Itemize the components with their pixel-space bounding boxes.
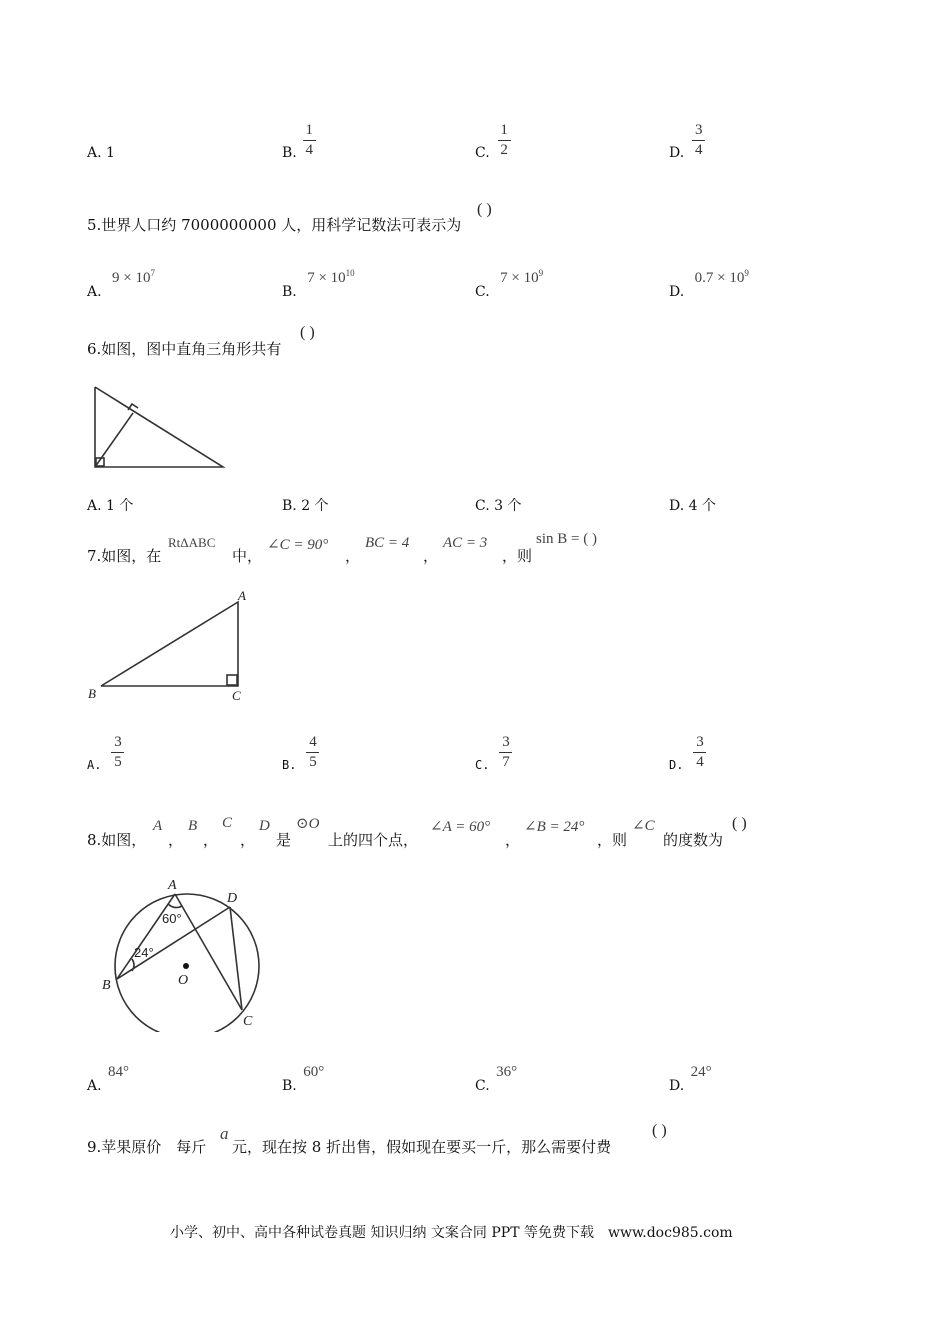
option-expression	[307, 270, 354, 286]
figure-label-c: C	[243, 1014, 253, 1029]
q7-bc: BC = 4	[365, 535, 410, 551]
denominator: 4	[696, 753, 704, 770]
expr-exponent: 9	[744, 268, 749, 278]
q7-option-d	[669, 730, 706, 774]
fraction-bar	[692, 140, 705, 141]
chord-dc	[230, 907, 242, 1010]
option-letter: A.	[87, 284, 102, 300]
q7-comma-2: ，	[423, 547, 439, 565]
option-letter: C.	[475, 284, 490, 300]
q7-ac: AC = 3	[443, 535, 488, 551]
option-letter: D.	[669, 498, 685, 514]
option-expression	[695, 270, 749, 286]
denominator: 7	[502, 753, 510, 770]
vertex-label-a: A	[238, 588, 246, 603]
figure-angle-60: 60°	[162, 911, 182, 926]
fraction	[306, 734, 319, 771]
option-letter: D.	[669, 145, 685, 161]
q7-option-b	[282, 730, 319, 774]
q8-on-four-points: 上的四个点，	[328, 831, 419, 849]
q7-ze: ，则	[502, 547, 533, 565]
fraction	[692, 122, 705, 159]
q6-option-c	[475, 497, 521, 515]
triangle-outline	[101, 602, 238, 686]
q4-option-b	[282, 118, 316, 162]
angle-arc-a	[168, 904, 182, 908]
q8-stem-prefix: 8.如图，	[87, 831, 147, 849]
numerator: 1	[305, 121, 313, 138]
q6-option-a	[87, 497, 133, 515]
fraction	[693, 734, 706, 771]
q8-option-b	[282, 1063, 325, 1094]
fraction	[303, 122, 316, 159]
expr-base: 7 × 10	[307, 270, 346, 286]
q8-answer-paren: ( )	[732, 815, 747, 832]
option-value: 4 个	[688, 498, 716, 514]
fraction	[111, 734, 124, 771]
q7-stem-prefix: 7.如图，在	[87, 547, 162, 565]
q5-stem: 5.世界人口约 7000000000 人，用科学记数法可表示为	[87, 216, 462, 234]
option-value: 24°	[690, 1064, 712, 1080]
q8-comma-b: ，	[203, 831, 219, 849]
expr-base: 0.7 × 10	[694, 270, 745, 286]
q4-option-c	[475, 118, 511, 162]
q8-option-d	[669, 1063, 712, 1094]
vertex-label-b: B	[88, 686, 96, 701]
q6-answer-paren: ( )	[300, 324, 315, 341]
q7-right-triangle-figure	[86, 587, 252, 705]
q8-option-a	[87, 1063, 130, 1094]
center-dot	[183, 963, 189, 969]
option-value: 84°	[108, 1064, 130, 1080]
q8-angle-a: ∠A = 60°	[430, 819, 491, 835]
option-letter: C.	[475, 498, 490, 514]
numerator: 3	[502, 733, 510, 750]
q8-point-b: B	[188, 818, 198, 834]
q8-point-c: C	[222, 815, 233, 831]
numerator: 4	[309, 733, 317, 750]
fraction-bar	[111, 752, 124, 753]
right-angle-mark-altitude	[128, 404, 138, 410]
option-letter: B.	[282, 1078, 297, 1094]
fraction-bar	[498, 140, 511, 141]
option-letter: C.	[475, 758, 490, 772]
option-letter: C.	[475, 145, 490, 161]
q7-sin-b: sin B = ( )	[536, 531, 597, 547]
page-footer: 小学、初中、高中各种试卷真题 知识归纳 文案合同 PPT 等免费下载 www.doc985.com	[170, 1225, 733, 1241]
figure-label-o: O	[178, 973, 189, 988]
option-value: 1 个	[106, 498, 134, 514]
q7-triangle-name: RtΔABC	[168, 535, 216, 550]
q4-option-d	[669, 118, 705, 162]
denominator: 4	[694, 141, 703, 158]
fraction-bar	[499, 752, 512, 753]
figure-angle-24: 24°	[134, 945, 154, 960]
expr-base: 9 × 10	[112, 270, 151, 286]
option-value: 36°	[496, 1064, 518, 1080]
denominator: 4	[305, 141, 313, 158]
option-letter: D.	[669, 1078, 685, 1094]
numerator: 3	[696, 733, 704, 750]
option-value: 60°	[303, 1064, 325, 1080]
q5-option-a	[87, 264, 155, 300]
option-letter: A.	[87, 1078, 102, 1094]
expr-exponent: 7	[150, 268, 155, 278]
fraction	[498, 122, 511, 159]
option-letter: B.	[282, 284, 297, 300]
q8-degree-of: 的度数为	[663, 831, 724, 849]
expr-base: 7 × 10	[500, 270, 539, 286]
q9-answer-paren: ( )	[652, 1122, 667, 1139]
option-letter: B.	[282, 758, 297, 772]
q8-ze: ，则	[597, 831, 628, 849]
right-angle-mark	[227, 675, 237, 685]
q9-stem-prefix: 9.苹果原价 每斤	[87, 1138, 207, 1156]
q5-option-b	[282, 264, 355, 300]
q7-option-a	[87, 730, 124, 774]
fraction	[499, 734, 512, 771]
q6-option-b	[282, 497, 329, 515]
q5-answer-paren: ( )	[477, 201, 492, 218]
option-value: 2 个	[301, 498, 329, 514]
numerator: 3	[694, 121, 703, 138]
q9-stem-suffix: 元，现在按 8 折出售，假如现在要买一斤，那么需要付费	[232, 1138, 612, 1156]
fraction-bar	[693, 752, 706, 753]
option-letter: A.	[87, 498, 102, 514]
q7-angle-c: ∠C = 90°	[267, 537, 329, 553]
fraction-bar	[303, 140, 316, 141]
option-letter: B.	[282, 498, 297, 514]
numerator: 3	[114, 733, 122, 750]
option-letter: A.	[87, 758, 102, 772]
chord-ac	[175, 894, 242, 1010]
q8-point-d: D	[259, 818, 270, 834]
numerator: 1	[500, 121, 508, 138]
denominator: 5	[114, 753, 122, 770]
fraction-bar	[306, 752, 319, 753]
expr-exponent: 10	[345, 268, 355, 278]
figure-label-d: D	[227, 891, 238, 906]
option-letter: D.	[669, 758, 684, 772]
denominator: 5	[309, 753, 317, 770]
q8-circle-o: ⊙O	[296, 816, 320, 832]
vertex-label-c: C	[232, 688, 241, 703]
q8-option-c	[475, 1063, 518, 1094]
option-letter: D.	[669, 284, 685, 300]
q8-comma-a: ，	[168, 831, 184, 849]
q7-comma-1: ，	[345, 547, 361, 565]
q7-zhong: 中，	[232, 547, 263, 565]
q4-option-a	[87, 144, 115, 162]
q5-option-c	[475, 264, 544, 300]
q7-option-c	[475, 730, 512, 774]
q8-angle-b: ∠B = 24°	[524, 819, 585, 835]
option-letter: A.	[87, 145, 102, 161]
q6-stem: 6.如图，图中直角三角形共有	[87, 340, 282, 358]
altitude-line	[95, 413, 133, 467]
q6-triangle-figure	[86, 382, 231, 474]
option-expression	[112, 270, 155, 286]
q8-point-a: A	[153, 818, 163, 834]
angle-arc-b	[132, 959, 134, 971]
option-expression	[500, 270, 543, 286]
option-value: 1	[106, 145, 115, 161]
q8-comma-1: ，	[505, 831, 521, 849]
expr-exponent: 9	[538, 268, 544, 278]
q8-circle-figure	[96, 872, 271, 1032]
q9-variable-a: a	[220, 1124, 229, 1143]
option-letter: B.	[282, 145, 297, 161]
q8-comma-c: ，	[240, 831, 256, 849]
figure-label-b: B	[102, 978, 111, 993]
denominator: 2	[500, 141, 508, 158]
option-letter: C.	[475, 1078, 490, 1094]
q6-option-d	[669, 497, 716, 515]
q5-option-d	[669, 264, 749, 300]
triangle-outline	[95, 387, 223, 467]
q8-shi: 是	[276, 831, 292, 849]
figure-label-a: A	[168, 878, 177, 893]
q8-angle-c: ∠C	[632, 818, 655, 834]
option-value: 3 个	[494, 498, 522, 514]
